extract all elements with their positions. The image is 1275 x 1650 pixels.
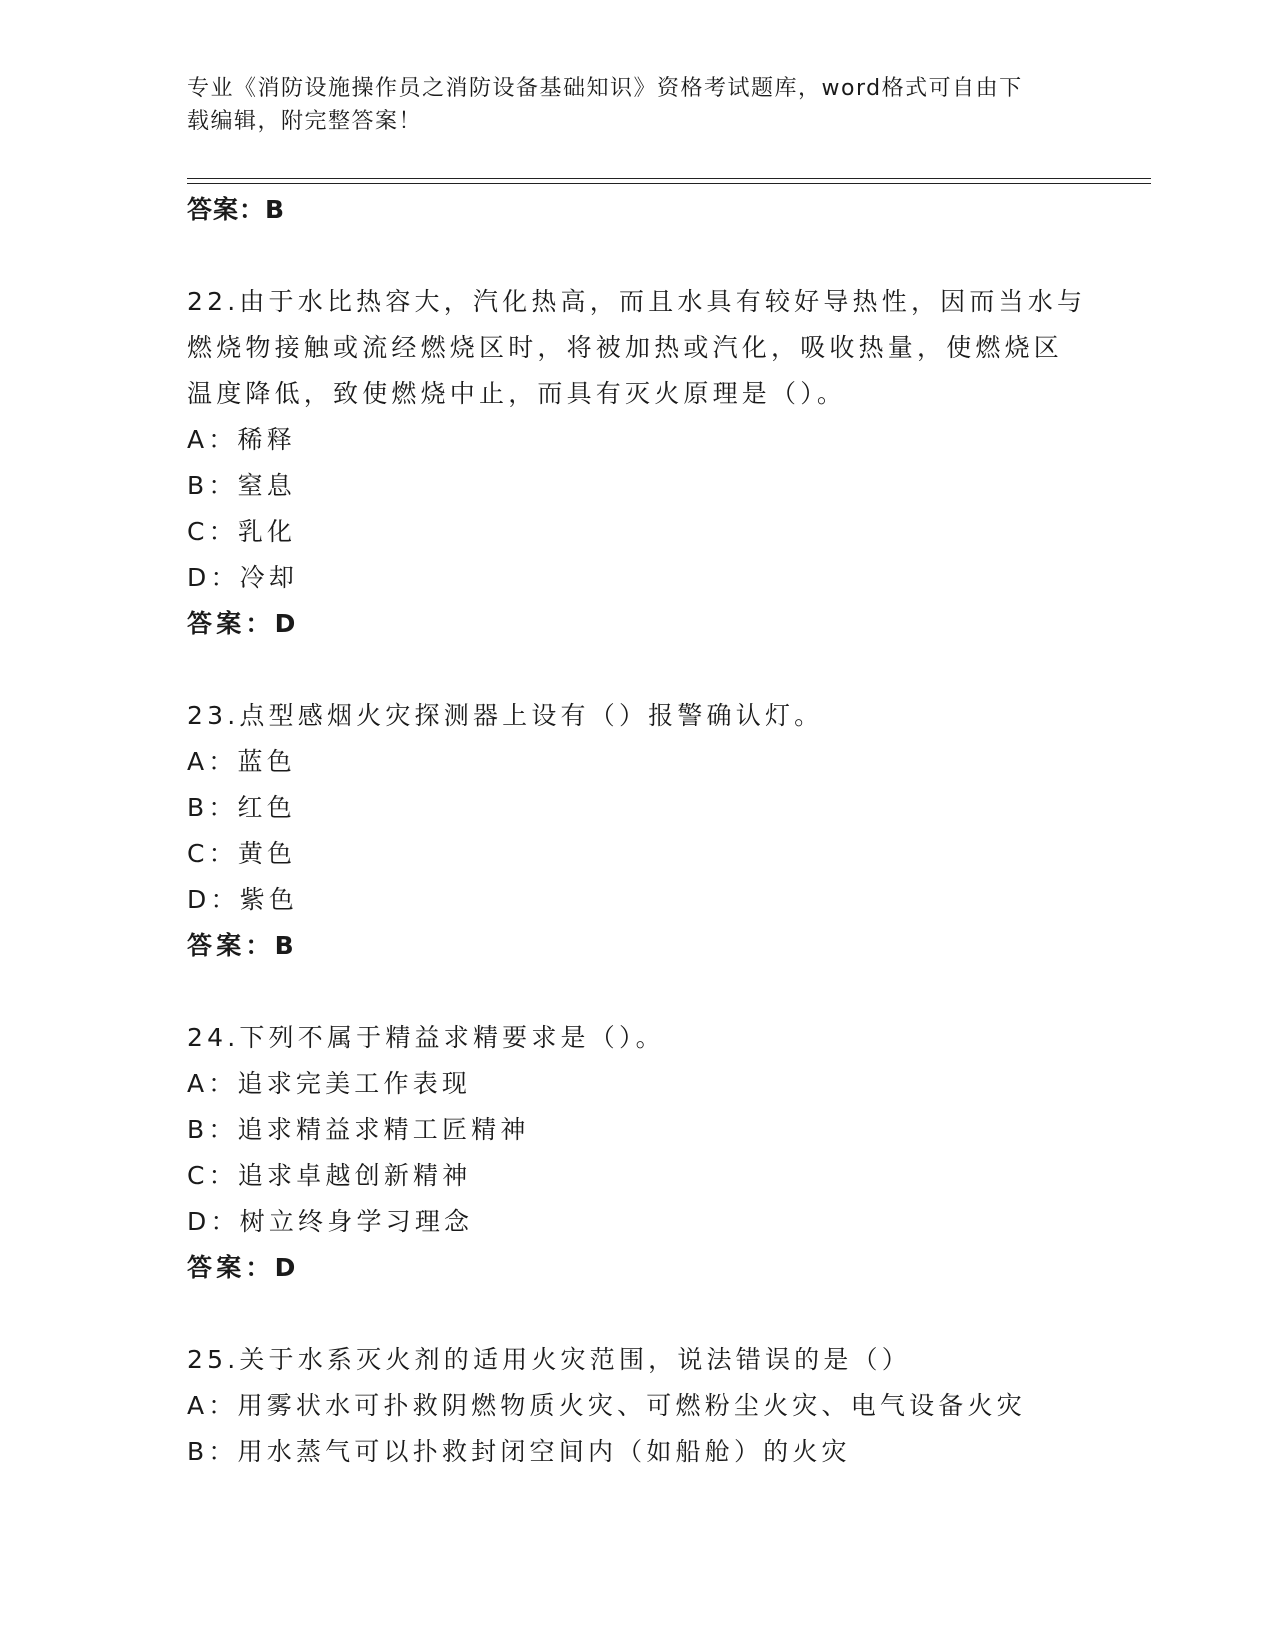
question-list [187,187,1151,1475]
answer: 答案：D [187,609,300,638]
option-b: B：用水蒸气可以扑救封闭空间内（如船舱）的火灾 [187,1437,851,1466]
option-b: B：红色 [187,793,296,822]
option-c: C：黄色 [187,839,297,868]
option-d: D：树立终身学习理念 [187,1207,474,1236]
question-stem: 温度降低，致使燃烧中止，而具有灭火原理是（）。 [187,379,847,408]
option-c: C：追求卓越创新精神 [187,1161,472,1190]
answer: 答案：D [187,1253,300,1282]
header-line-1: 专业《消防设施操作员之消防设备基础知识》资格考试题库，word格式可自由下 [187,76,1023,101]
option-d: D：紫色 [187,885,299,914]
question-stem: 23.点型感烟火灾探测器上设有（）报警确认灯。 [187,701,824,730]
question-24 [187,1015,1151,1291]
header-divider-top [187,178,1151,179]
option-a: A：稀释 [187,425,296,454]
question-stem: 22.由于水比热容大，汽化热高，而且水具有较好导热性，因而当水与 [187,287,1087,316]
question-stem: 25.关于水系灭火剂的适用火灾范围，说法错误的是（） [187,1345,911,1374]
question-stem: 燃烧物接触或流经燃烧区时，将被加热或汽化，吸收热量，使燃烧区 [187,333,1064,362]
option-b: B：追求精益求精工匠精神 [187,1115,530,1144]
question-stem: 24.下列不属于精益求精要求是（）。 [187,1023,665,1052]
header-line-2: 载编辑，附完整答案！ [187,109,423,134]
option-d: D：冷却 [187,563,299,592]
header-divider-bottom [187,183,1151,184]
previous-answer: 答案：B [187,195,286,224]
question-22 [187,279,1151,647]
option-a: A：蓝色 [187,747,296,776]
question-25 [187,1337,1151,1475]
option-a: A：用雾状水可扑救阴燃物质火灾、可燃粉尘火灾、电气设备火灾 [187,1391,1026,1420]
answer: 答案：B [187,931,298,960]
document-header [187,72,1087,138]
option-b: B：窒息 [187,471,296,500]
question-23 [187,693,1151,969]
option-a: A：追求完美工作表现 [187,1069,472,1098]
option-c: C：乳化 [187,517,297,546]
